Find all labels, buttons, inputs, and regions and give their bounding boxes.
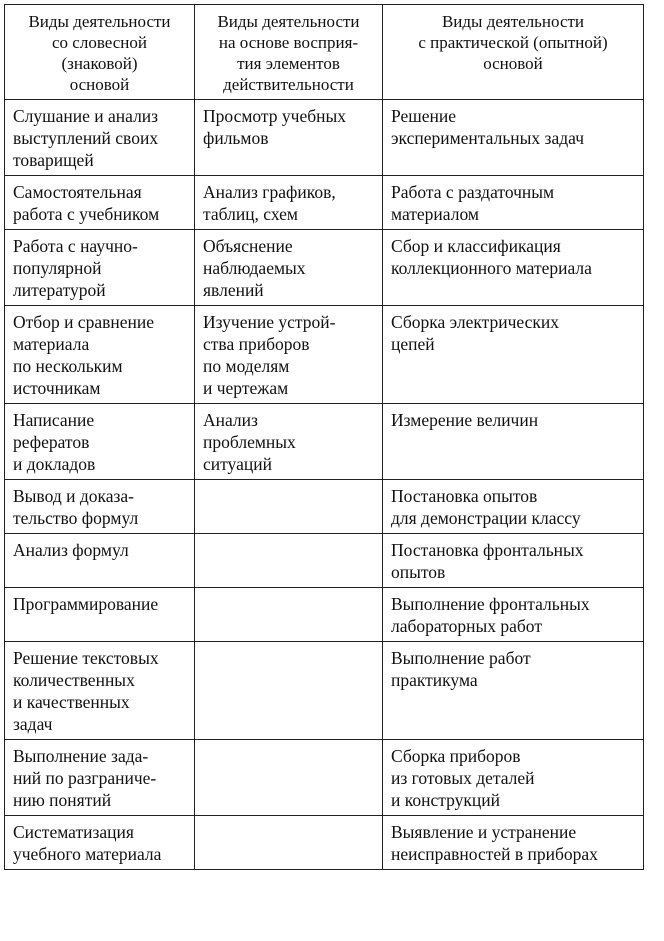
header-perception-activities: Виды деятельности на основе восприя- тия элементов действительности xyxy=(195,5,383,100)
table-cell: Вывод и доказа- тельство формул xyxy=(5,480,195,534)
table-row xyxy=(5,176,644,230)
table-header-row xyxy=(5,5,644,100)
table-cell: Выполнение зада- ний по разграниче- нию понятий xyxy=(5,740,195,816)
table-row xyxy=(5,306,644,404)
table-cell: Постановка фронтальных опытов xyxy=(383,534,644,588)
table-cell xyxy=(195,740,383,816)
table-cell xyxy=(195,816,383,870)
table-cell xyxy=(195,480,383,534)
table-cell: Измерение величин xyxy=(383,404,644,480)
table-cell: Программирование xyxy=(5,588,195,642)
table-cell: Решение текстовых количественных и качественных задач xyxy=(5,642,195,740)
table-cell: Работа с раздаточным материалом xyxy=(383,176,644,230)
activities-table xyxy=(4,4,644,870)
table-cell: Просмотр учебных фильмов xyxy=(195,100,383,176)
table-cell: Постановка опытов для демонстрации классу xyxy=(383,480,644,534)
table-row xyxy=(5,816,644,870)
table-cell: Выявление и устранение неисправностей в приборах xyxy=(383,816,644,870)
header-verbal-activities: Виды деятельности со словесной (знаковой) основой xyxy=(5,5,195,100)
table-cell xyxy=(195,588,383,642)
table-cell: Анализ проблемных ситуаций xyxy=(195,404,383,480)
table-cell: Отбор и сравнение материала по нескольким источникам xyxy=(5,306,195,404)
table-cell: Сбор и классификация коллекционного материала xyxy=(383,230,644,306)
table-cell: Систематизация учебного материала xyxy=(5,816,195,870)
table-row xyxy=(5,740,644,816)
table-row xyxy=(5,230,644,306)
table-row xyxy=(5,588,644,642)
table-cell: Слушание и анализ выступлений своих товарищей xyxy=(5,100,195,176)
table-cell: Выполнение фронтальных лабораторных работ xyxy=(383,588,644,642)
table-cell: Объяснение наблюдаемых явлений xyxy=(195,230,383,306)
header-practical-activities: Виды деятельности с практической (опытной) основой xyxy=(383,5,644,100)
table-cell: Анализ формул xyxy=(5,534,195,588)
table-row xyxy=(5,480,644,534)
table-row xyxy=(5,100,644,176)
table-cell: Анализ графиков, таблиц, схем xyxy=(195,176,383,230)
table-cell xyxy=(195,534,383,588)
table-row xyxy=(5,404,644,480)
table-cell: Изучение устрой- ства приборов по моделям и чертежам xyxy=(195,306,383,404)
table-cell: Решение экспериментальных задач xyxy=(383,100,644,176)
table-row xyxy=(5,642,644,740)
table-cell: Самостоятельная работа с учебником xyxy=(5,176,195,230)
table-cell: Выполнение работ практикума xyxy=(383,642,644,740)
table-cell: Работа с научно- популярной литературой xyxy=(5,230,195,306)
table-cell: Сборка электрических цепей xyxy=(383,306,644,404)
table-cell: Написание рефератов и докладов xyxy=(5,404,195,480)
table-cell: Сборка приборов из готовых деталей и конструкций xyxy=(383,740,644,816)
table-cell xyxy=(195,642,383,740)
table-row xyxy=(5,534,644,588)
